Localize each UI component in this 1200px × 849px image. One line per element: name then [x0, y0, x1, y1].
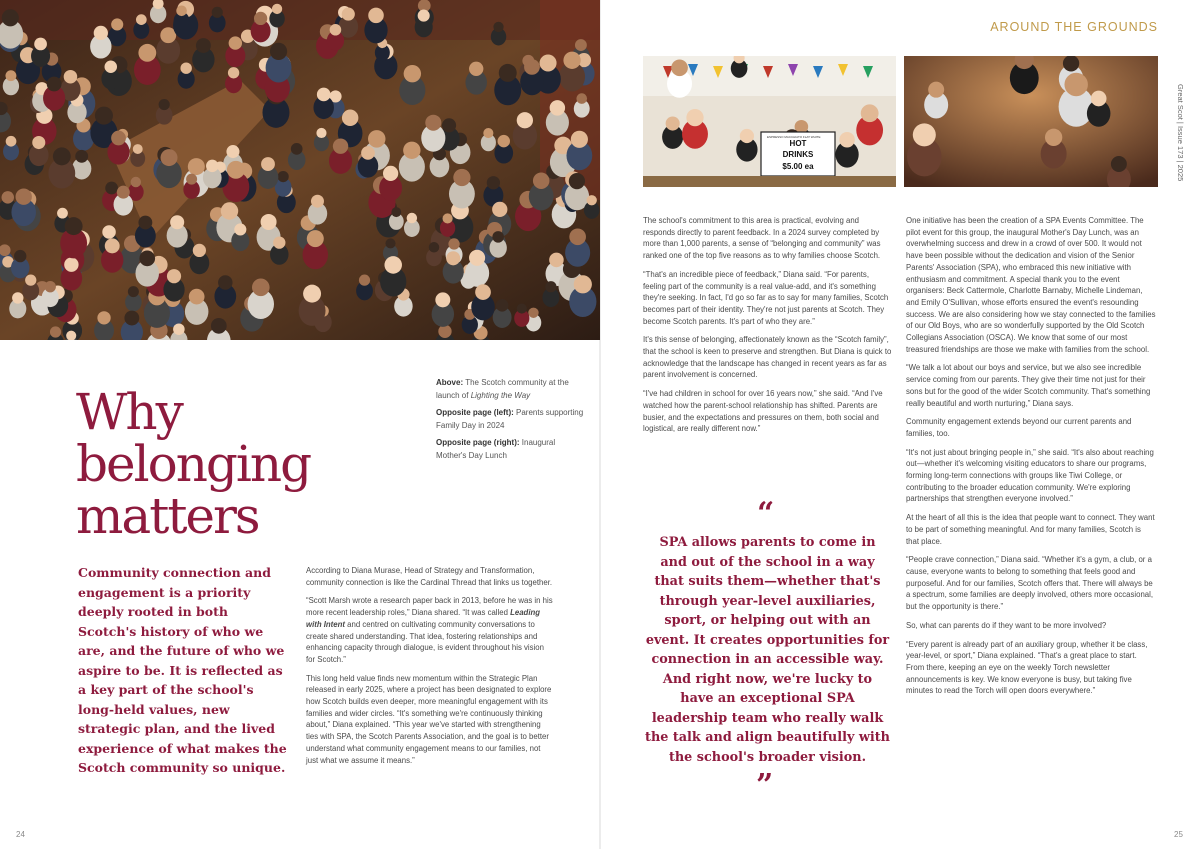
body-paragraph: “It's not just about bringing people in,” she said. “It's also about reaching out—whether it's welcoming visiting educators to share our programs, forming long-term connections with groups like Tiwi College, or contributing to the broader education community. We're exploring partnerships that strengthen everyone involved.” [906, 447, 1154, 504]
body-paragraph: So, what can parents do if they want to be more involved? [906, 620, 1107, 630]
body-paragraph: “Scott Marsh wrote a research paper back in 2013, before he was in his more recent leadership roles,” Diana shared. “It was called Leading with Intent and centred on cultivating community conversations to create shared understanding. That idea, fostering relationships and enhancing capacity through dialogue, is evident throughout his vision for Scotch.” [306, 596, 553, 664]
body-column-3 [906, 215, 1156, 704]
body-paragraph: “Every parent is already part of an auxiliary group, whether it be class, year-level, or sport,” Diana explained. “That's a great place to start. From there, keeping an eye on the weekly Torch newsletter announcements is key. We know everyone is busy, but taking five minutes to read the Torch will open doors everywhere.” [906, 639, 1148, 696]
open-quote-mark: “ [757, 496, 775, 531]
caption-above: Above: The Scotch community at the launch of Lighting the Way [436, 378, 569, 400]
body-paragraph: One initiative has been the creation of a SPA Events Committee. The pilot event for this group, the inaugural Mother's Day Lunch, was an overwhelming success and drew in a crowd of over 500. It would not have been possible without the dedication and vision of the Senior Parents' Association (SPA), who embraced this new initiative with enthusiasm and commitment. A special thank you to the event organisers: Beck Cattermole, Charlotte Barnaby, Michelle Lindeman, and Emily O'Sullivan, whose efforts ensured the event's resounding success. We are also considering how we stay connected to the families of our Old Boys, who are so wonderfully supported by the Old Scotch Collegians Association (OSCA). We know that some of our most treasured friendships are those we make with families from the school. [906, 216, 1156, 354]
body-column-2 [643, 215, 893, 442]
crowd-photo [0, 0, 600, 340]
sign-line-2: DRINKS [782, 150, 814, 159]
body-column-1 [306, 565, 554, 773]
sign-line-3: $5.00 ea [782, 162, 814, 171]
sign-line-1: HOT [789, 139, 807, 148]
section-label: AROUND THE GROUNDS [990, 20, 1158, 34]
photo-captions [436, 376, 586, 466]
page-number-left: 24 [16, 830, 25, 839]
body-paragraph: “People crave connection,” Diana said. “Whether it's a gym, a club, or a cause, everyone wants to belong to something that feels good and purposeful. And for our families, Scotch offers that. There will always be a spectrum, some families are deeply involved, others more occasional, but the opportunity is there.” [906, 555, 1154, 612]
body-paragraph: “That's an incredible piece of feedback,” Diana said. “For parents, feeling part of the community is a real value-add, and it's something they're seeking. In fact, I'd go so far as to say for many families, Scotch becomes part of their identity. They're not just parents at Scotch. They become Scotch parents. It's part of who they are.” [643, 269, 889, 326]
close-quote-mark: ” [756, 768, 774, 803]
body-paragraph: “We talk a lot about our boys and service, but we also see incredible service coming from our parents. They give their time not just for their sons but for the good of the wider Scotch community. That's something really beautiful and worth nurturing,” Diana says. [906, 363, 1151, 408]
family-day-photo [643, 56, 896, 187]
headline: Why belonging matters [76, 383, 311, 545]
body-paragraph: This long held value finds new momentum within the Strategic Plan released in early 2025, where a project has been designated to explore how Scotch builds even deeper, more meaningful engagement with its families and wider circles. “It's something we're continuously thinking about,” Diana explained. “This year we've started with strengthening ties with SPA, the Scotch Parents Association, and the goal is to better understand what community engagement means to our families, not just what we assume it means.” [306, 673, 552, 765]
pull-quote: SPA allows parents to come in and out of the school in a way that suits them—whether that's through year-level auxiliaries, sport, or helping out with an event. It creates opportunities for connection in an accessible way. And right now, we're lucky to have an exceptional SPA leadership team who really walk the talk and align beautifully with the school's broader vision. [645, 535, 890, 765]
page-number-right: 25 [1174, 830, 1183, 839]
body-paragraph: Community engagement extends beyond our current parents and families, too. [906, 417, 1132, 438]
body-paragraph: “I've had children in school for over 16 years now,” she said. “And I've watched how the parent-school relationship has shifted. Parents are busier, and the expectations and pressures on them, both social and logistical, are really different now.” [643, 389, 883, 434]
body-paragraph: The school's commitment to this area is practical, evolving and responds directly to parent feedback. In a 2024 survey completed by more than 1,000 parents, a sense of “belonging and community” was ranked one of the top five reasons as to why families choose Scotch. [643, 216, 881, 261]
issue-running-head: Great Scot | Issue 173 | 2025 [1176, 84, 1185, 182]
sign-menu: ESPRESSO MACCHIATO FLAT WHITE [767, 135, 821, 139]
body-paragraph: According to Diana Murase, Head of Strategy and Transformation, community connection is like the Cardinal Thread that links us together. [306, 566, 553, 587]
caption-opposite-left: Opposite page (left): Parents supporting Family Day in 2024 [436, 408, 584, 430]
body-paragraph: At the heart of all this is the idea that people want to connect. They want to be part of something meaningful. And for many families, Scotch is that place. [906, 513, 1155, 546]
mothers-day-lunch-photo [904, 56, 1158, 187]
body-paragraph: It's this sense of belonging, affectionately known as the “Scotch family”, that the school is keen to preserve and strengthen. But Diana is quick to acknowledge that the landscape has changed in recent years as far as parent involvement is concerned. [643, 335, 892, 380]
caption-opposite-right: Opposite page (right): Inaugural Mother's Day Lunch [436, 438, 556, 460]
lead-paragraph: Community connection and engagement is a priority deeply rooted in both Scotch's history of who we are, and the future of who we aspire to be. It is reflected as a key part of the school's long-held values, new strategic plan, and the lived experience of what makes the Scotch community so unique. [78, 565, 287, 775]
